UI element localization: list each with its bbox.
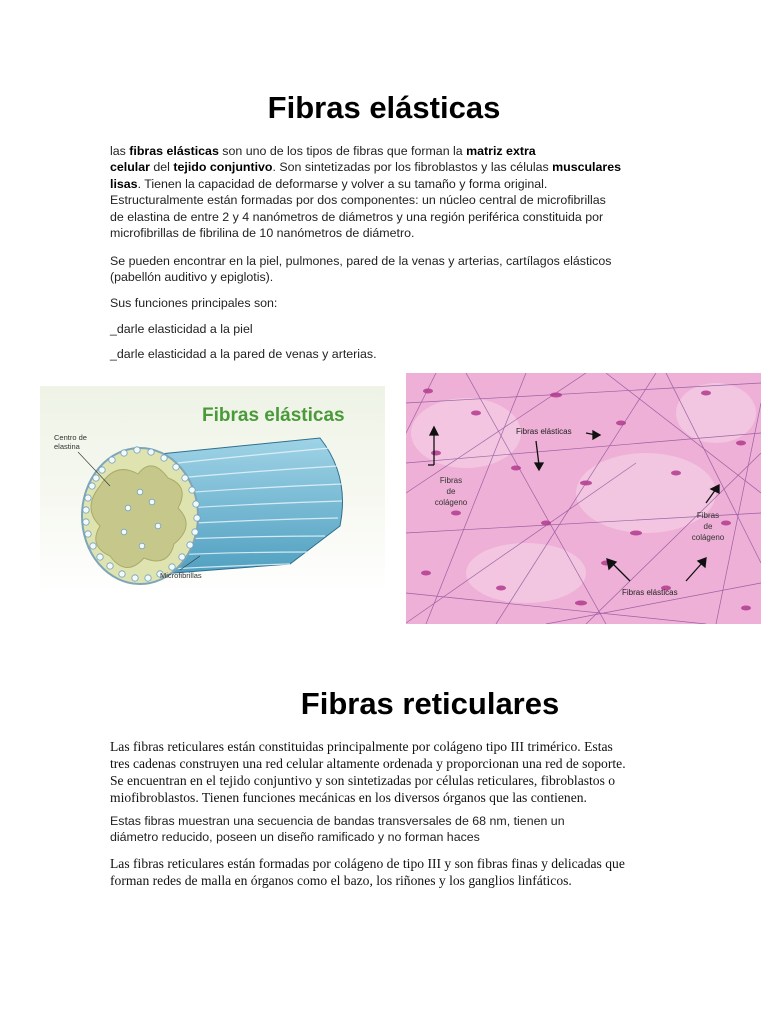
label-collagen-right-1: Fibras <box>696 511 720 520</box>
section-title-elastic-fibers: Fibras elásticas <box>267 90 501 125</box>
micrograph-illustration <box>406 373 761 624</box>
label-collagen-left-1: Fibras <box>439 476 463 485</box>
label-collagen-left-2: de <box>446 487 456 496</box>
text-line: Estas fibras muestran una secuencia de bandas transversales de 68 nm, tienen un <box>110 814 565 828</box>
text-run: las <box>110 144 130 158</box>
bold-term: celular <box>110 160 150 175</box>
label-elastin-center-1: Centro de <box>54 433 87 442</box>
label-elastin-center-2: elastina <box>54 442 80 451</box>
text-run: del <box>149 160 174 175</box>
paragraph-function-1: _darle elasticidad a la piel <box>110 322 253 336</box>
label-collagen-right-2: de <box>703 522 713 531</box>
bold-term: matriz extra <box>466 144 536 158</box>
elastic-fiber-illustration <box>40 386 385 594</box>
label-collagen-right-3: colágeno <box>691 533 725 542</box>
label-microfibrils: Microfibrillas <box>160 571 202 580</box>
text-line: Las fibras reticulares están constituidas principalmente por colágeno tipo III trimérico. Estas <box>110 739 613 754</box>
paragraph-functions-heading: Sus funciones principales son: <box>110 296 278 310</box>
text-line: de elastina de entre 2 y 4 nanómetros de diámetros y una región periférica constituida por <box>110 209 604 224</box>
text-line: forman redes de malla en órganos como el bazo, los riñones y los ganglios linfáticos. <box>110 873 572 888</box>
micrograph-elastic-collagen-fibers <box>406 373 761 624</box>
text-line: Se pueden encontrar en la piel, pulmones, pared de la venas y arterias, cartílagos elásticos <box>110 254 612 268</box>
bold-term: musculares <box>552 160 621 175</box>
figure-heading: Fibras elásticas <box>202 405 345 426</box>
text-line: diámetro reducido, poseen un diseño ramificado y no forman haces <box>110 830 480 845</box>
paragraph-reticular-intro <box>110 738 665 806</box>
text-line: miofibroblastos. Tienen funciones mecánicas en los diversos órganos que las contienen. <box>110 790 587 805</box>
section-title-reticular-fibers: Fibras reticulares <box>300 686 560 721</box>
paragraph-reticular-location <box>110 855 665 889</box>
paragraph-elastic-intro <box>110 143 665 241</box>
text-line: (pabellón auditivo y epiglotis). <box>110 270 274 285</box>
bold-term: fibras elásticas <box>129 144 219 158</box>
text-line: tres cadenas construyen una red celular altamente ordenada y proporcionan una red de soporte. <box>110 756 626 771</box>
text-run: . Son sintetizadas por los fibroblastos y las células <box>272 160 553 175</box>
paragraph-function-2: _darle elasticidad a la pared de venas y arterias. <box>110 347 377 361</box>
elastic-fiber-diagram <box>40 386 385 594</box>
text-line: Estructuralmente están formadas por dos componentes: un núcleo central de microfibrillas <box>110 193 606 208</box>
text-run: son uno de los tipos de fibras que forman la <box>218 144 467 158</box>
label-elastic-fibers-bottom: Fibras elásticas <box>622 588 678 597</box>
paragraph-locations <box>110 253 665 286</box>
text-run: . Tienen la capacidad de deformarse y volver a su tamaño y forma original. <box>137 176 548 191</box>
label-elastic-fibers-top: Fibras elásticas <box>516 427 572 436</box>
text-line: Las fibras reticulares están formadas por colágeno de tipo III y son fibras finas y delicadas que <box>110 856 625 871</box>
text-line: Se encuentran en el tejido conjuntivo y son sintetizadas por células reticulares, fibroblastos o <box>110 773 616 788</box>
label-collagen-left-3: colágeno <box>434 498 468 507</box>
bold-term: tejido conjuntivo <box>173 160 273 175</box>
bold-term: lisas <box>110 176 138 191</box>
paragraph-reticular-bands <box>110 813 665 846</box>
text-line: microfibrillas de fibrilina de 10 nanómetros de diámetro. <box>110 226 415 241</box>
